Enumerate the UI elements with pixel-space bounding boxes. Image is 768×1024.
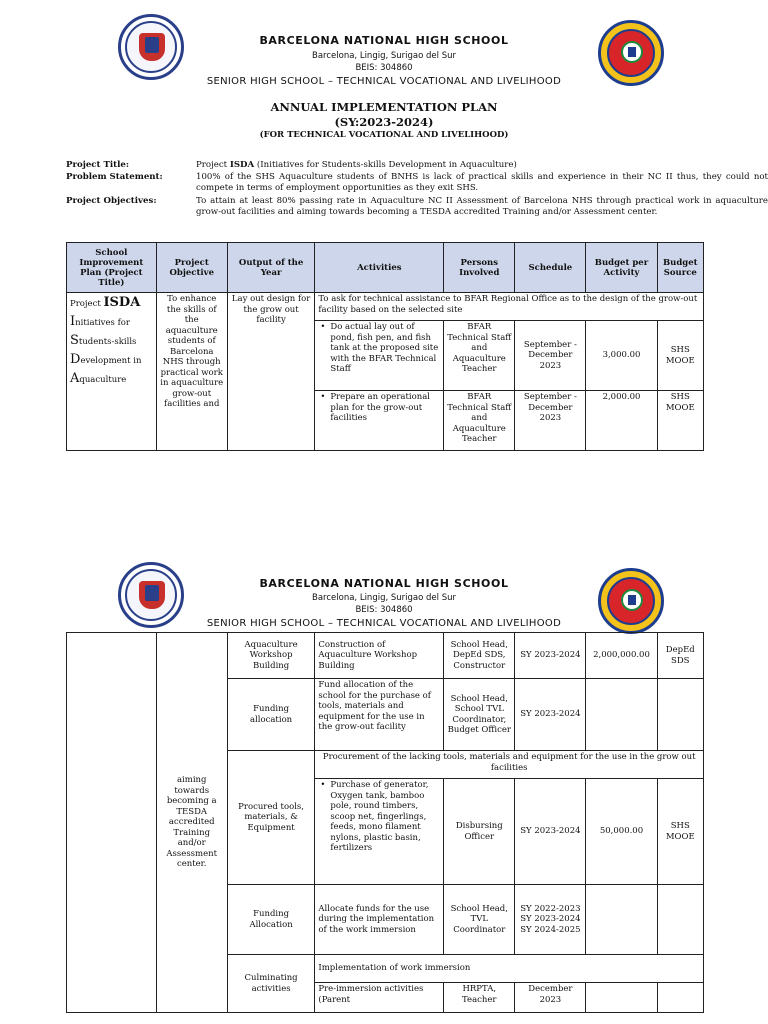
plan-table-page-2 xyxy=(66,632,704,1013)
table-row xyxy=(67,633,704,679)
activity-header-cell: To ask for technical assistance to BFAR Regional Office as to the design of the grow-out facility based on the selected site xyxy=(315,293,704,321)
activity-cell: • Prepare an operational plan for the grow-out facilities xyxy=(315,391,444,451)
output-cell: Funding allocation xyxy=(227,679,315,751)
schedule-cell: SY 2023-2024 xyxy=(515,633,586,679)
header-activities: Activities xyxy=(315,243,444,293)
budget-cell: 3,000.00 xyxy=(586,321,657,391)
source-cell: SHS MOOE xyxy=(657,321,703,391)
output-cell: Culminating activities xyxy=(227,955,315,1013)
output-cell: Aquaculture Workshop Building xyxy=(227,633,315,679)
school-beis: BEIS: 304860 xyxy=(355,63,413,73)
activity-cell: Fund allocation of the school for the purchase of tools, materials and equipment for the use in the grow-out facility xyxy=(315,679,444,751)
schedule-cell: SY 2022-2023 SY 2023-2024 SY 2024-2025 xyxy=(515,885,586,955)
header-source: Budget Source xyxy=(657,243,703,293)
activity-cell: • Purchase of generator, Oxygen tank, bamboo pole, round timbers, scoop net, fingerlings, feeds, mono filament nylons, plastic basin, fertilizers xyxy=(315,779,444,885)
project-objective-cell: To enhance the skills of the aquaculture students of Barcelona NHS through practical work in aquaculture grow-out facilities and xyxy=(156,293,227,451)
source-cell: SHS MOOE xyxy=(657,391,703,451)
work-immersion-header-cell: Implementation of work immersion xyxy=(315,955,704,983)
schedule-cell: September - December 2023 xyxy=(515,321,586,391)
persons-cell: School Head, TVL Coordinator xyxy=(444,885,515,955)
persons-cell: BFAR Technical Staff and Aquaculture Teacher xyxy=(444,391,515,451)
budget-cell xyxy=(586,983,657,1013)
school-address: Barcelona, Lingig, Surigao del Sur xyxy=(312,51,456,61)
source-cell: SHS MOOE xyxy=(657,779,703,885)
activity-cell: • Do actual lay out of pond, fish pen, and fish tank at the proposed site with the BFAR Technical Staff xyxy=(315,321,444,391)
school-name: BARCELONA NATIONAL HIGH SCHOOL xyxy=(259,577,509,590)
source-cell xyxy=(657,679,703,751)
output-cell: Lay out design for the grow out facility xyxy=(227,293,315,451)
activity-cell: Pre-immersion activities (Parent xyxy=(315,983,444,1013)
school-beis: BEIS: 304860 xyxy=(355,605,413,615)
source-cell xyxy=(657,885,703,955)
header-schedule: Schedule xyxy=(515,243,586,293)
budget-cell xyxy=(586,679,657,751)
school-name: BARCELONA NATIONAL HIGH SCHOOL xyxy=(259,34,509,47)
budget-cell: 50,000.00 xyxy=(586,779,657,885)
source-cell xyxy=(657,983,703,1013)
persons-cell: School Head, DepEd SDS, Constructor xyxy=(444,633,515,679)
school-address: Barcelona, Lingig, Surigao del Sur xyxy=(312,593,456,603)
budget-cell: 2,000.00 xyxy=(586,391,657,451)
header-persons: Persons Involved xyxy=(444,243,515,293)
problem-statement-text: 100% of the SHS Aquaculture students of BNHS is lack of practical skills and experience in their NC II thus, they could not compete in terms of employment opportunities as they exit SHS. xyxy=(196,172,768,193)
schedule-cell: SY 2023-2024 xyxy=(515,679,586,751)
header-output: Output of the Year xyxy=(227,243,315,293)
schedule-cell: September - December 2023 xyxy=(515,391,586,451)
schedule-cell: December 2023 xyxy=(515,983,586,1013)
project-title-cell: Project ISDA Initiatives for Students-skills Development in Aquaculture xyxy=(67,293,157,451)
output-cell: Procured tools, materials, & Equipment xyxy=(227,751,315,885)
page-1 xyxy=(0,0,768,470)
activity-cell: Construction of Aquaculture Workshop Building xyxy=(315,633,444,679)
schedule-cell: SY 2023-2024 xyxy=(515,779,586,885)
problem-statement-label: Problem Statement: xyxy=(66,172,163,182)
document-title: ANNUAL IMPLEMENTATION PLAN xyxy=(270,100,498,114)
project-title-value: Project ISDA (Initiatives for Students-skills Development in Aquaculture) xyxy=(196,160,517,170)
shs-program-line: SENIOR HIGH SCHOOL – TECHNICAL VOCATIONAL AND LIVELIHOOD xyxy=(206,76,562,87)
project-objective-cell: aiming towards becoming a TESDA accredited Training and/or Assessment center. xyxy=(156,633,227,1013)
project-title-cell xyxy=(67,633,157,1013)
output-cell: Funding Allocation xyxy=(227,885,315,955)
school-year: (SY:2023-2024) xyxy=(334,115,434,129)
budget-cell: 2,000,000.00 xyxy=(586,633,657,679)
budget-cell xyxy=(586,885,657,955)
persons-cell: Disbursing Officer xyxy=(444,779,515,885)
header-sip: School Improvement Plan (Project Title) xyxy=(67,243,157,293)
project-title-label: Project Title: xyxy=(66,160,130,170)
header-objective: Project Objective xyxy=(156,243,227,293)
objectives-text: To attain at least 80% passing rate in Aquaculture NC II Assessment of Barcelona NHS through practical work in aquaculture grow-out facilities and aiming towards becoming a TESDA accredited Training and/or Assessment center. xyxy=(196,196,768,217)
source-cell: DepEd SDS xyxy=(657,633,703,679)
persons-cell: School Head, School TVL Coordinator, Budget Officer xyxy=(444,679,515,751)
persons-cell: BFAR Technical Staff and Aquaculture Teacher xyxy=(444,321,515,391)
header-budget: Budget per Activity xyxy=(586,243,657,293)
procurement-header-cell: Procurement of the lacking tools, materials and equipment for the use in the grow out facilities xyxy=(315,751,704,779)
shs-program-line: SENIOR HIGH SCHOOL – TECHNICAL VOCATIONAL AND LIVELIHOOD xyxy=(206,618,562,629)
page-2 xyxy=(0,548,768,1024)
document-subtitle: (FOR TECHNICAL VOCATIONAL AND LIVELIHOOD) xyxy=(259,130,509,140)
activity-cell: Allocate funds for the use during the implementation of the work immersion xyxy=(315,885,444,955)
objectives-label: Project Objectives: xyxy=(66,196,157,206)
persons-cell: HRPTA, Teacher xyxy=(444,983,515,1013)
plan-table-page-1 xyxy=(66,242,704,451)
